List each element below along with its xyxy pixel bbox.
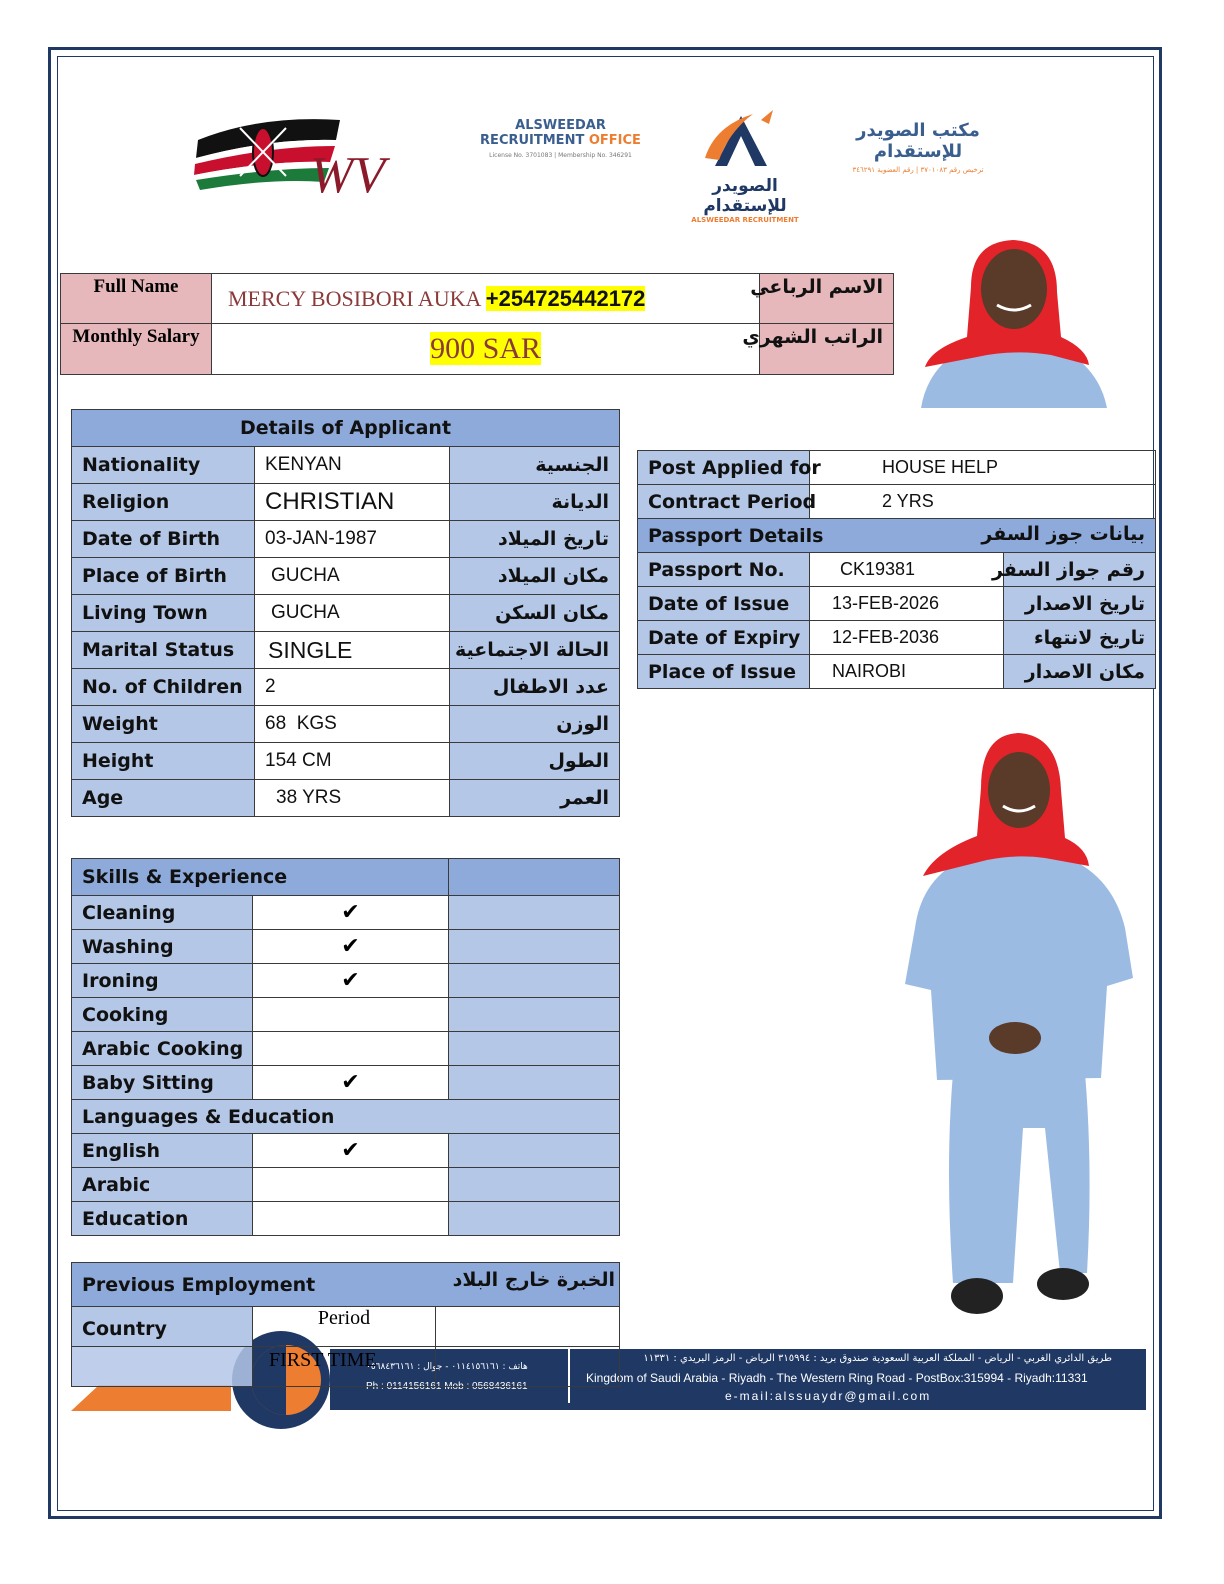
alsweedar-emblem-logo — [675, 108, 815, 224]
country-label: Country — [72, 1307, 253, 1347]
skills-title-blank — [449, 859, 620, 896]
check-icon: ✔ — [253, 964, 449, 998]
details-row — [72, 447, 620, 484]
check-icon — [253, 1202, 449, 1236]
full-name-label: Full Name — [61, 274, 212, 324]
passport-value: 12-FEB-2036 — [810, 621, 1004, 655]
language-row — [72, 1168, 620, 1202]
details-label: Place of Birth — [72, 558, 255, 595]
language-blank — [449, 1202, 620, 1236]
office-name-line2b: OFFICE — [588, 133, 641, 148]
post-passport-table — [637, 450, 1156, 689]
footer-phone-ar: هاتف : ٠١١٤١٥٦١٦١ - جوال : ٠٥٦٨٤٣٦١٦١ — [366, 1362, 528, 1372]
details-row — [72, 632, 620, 669]
passport-title-cell — [638, 519, 1156, 553]
footer-email: e-mail:alssuaydr@gmail.com — [725, 1389, 932, 1403]
post-value: HOUSE HELP — [810, 451, 1156, 485]
passport-title: Passport Details — [648, 524, 824, 547]
employment-blank — [436, 1347, 620, 1387]
details-row — [72, 706, 620, 743]
post-label: Post Applied for — [638, 451, 810, 485]
passport-row — [638, 621, 1156, 655]
passport-label-ar: تاريخ لانتهاء — [1004, 621, 1156, 655]
passport-row — [638, 553, 1156, 587]
details-label-ar: الطول — [450, 743, 620, 780]
check-icon — [253, 1168, 449, 1202]
footer-orange-shape — [71, 1385, 231, 1415]
kenya-flag-logo — [190, 100, 405, 204]
language-label: English — [72, 1134, 253, 1168]
language-label: Arabic — [72, 1168, 253, 1202]
details-value: 03-JAN-1987 — [255, 521, 450, 558]
details-label: Nationality — [72, 447, 255, 484]
details-label: Age — [72, 780, 255, 817]
alsweedar-office-logo — [478, 118, 643, 159]
employment-table — [71, 1262, 620, 1387]
full-name-cell — [212, 274, 760, 324]
kenya-flag-icon — [190, 100, 405, 204]
skill-label: Baby Sitting — [72, 1066, 253, 1100]
passport-label-ar: رقم جواز السفر — [1004, 553, 1156, 587]
skill-blank — [449, 930, 620, 964]
details-label: Marital Status — [72, 632, 255, 669]
language-label: Education — [72, 1202, 253, 1236]
details-title: Details of Applicant — [72, 410, 620, 447]
footer-address-en: Kingdom of Saudi Arabia - Riyadh - The Western Ring Road - PostBox:315994 - Riyadh:11331 — [586, 1371, 1088, 1385]
skill-row — [72, 998, 620, 1032]
letter-a-emblem-icon — [675, 108, 815, 170]
passport-label: Date of Expiry — [638, 621, 810, 655]
details-label: Weight — [72, 706, 255, 743]
details-value: CHRISTIAN — [255, 484, 450, 521]
right-arabic-logo — [828, 120, 1008, 174]
language-row — [72, 1134, 620, 1168]
employment-value: FIRST TIME — [253, 1347, 436, 1387]
skill-label: Cleaning — [72, 896, 253, 930]
full-body-photo — [895, 728, 1140, 1318]
details-value: KENYAN — [255, 447, 450, 484]
employment-title-cell — [72, 1263, 620, 1307]
details-row — [72, 521, 620, 558]
passport-label: Date of Issue — [638, 587, 810, 621]
languages-title: Languages & Education — [72, 1100, 620, 1134]
skills-title: Skills & Experience — [72, 859, 449, 896]
details-label: Living Town — [72, 595, 255, 632]
skill-label: Washing — [72, 930, 253, 964]
footer-address-ar: طريق الدائري الغربي - الرياض - المملكة العربية السعودية صندوق بريد : ٣١٥٩٩٤ الرياض - الرمز البريدي : ١١٣٣١ — [643, 1353, 1112, 1364]
skill-blank — [449, 896, 620, 930]
salary-value: 900 SAR — [430, 332, 541, 365]
details-label: No. of Children — [72, 669, 255, 706]
details-value: GUCHA — [255, 595, 450, 632]
check-icon — [253, 998, 449, 1032]
salary-cell — [212, 324, 760, 375]
details-label-ar: العمر — [450, 780, 620, 817]
skill-row — [72, 1066, 620, 1100]
period-label: Period — [253, 1307, 436, 1347]
details-value: 38 YRS — [255, 780, 450, 817]
passport-row — [638, 655, 1156, 689]
center-logo-english: ALSWEEDAR RECRUITMENT — [691, 216, 799, 224]
skill-row — [72, 964, 620, 998]
portrait-photo — [911, 237, 1115, 408]
language-blank — [449, 1168, 620, 1202]
passport-value: NAIROBI — [810, 655, 1004, 689]
portrait-person-icon — [911, 237, 1115, 408]
details-label-ar: الجنسية — [450, 447, 620, 484]
details-value: 68 KGS — [255, 706, 450, 743]
passport-label: Place of Issue — [638, 655, 810, 689]
check-icon — [253, 1032, 449, 1066]
details-row — [72, 595, 620, 632]
details-row — [72, 484, 620, 521]
skill-label: Cooking — [72, 998, 253, 1032]
skill-blank — [449, 1066, 620, 1100]
details-label: Date of Birth — [72, 521, 255, 558]
language-blank — [449, 1134, 620, 1168]
skill-label: Ironing — [72, 964, 253, 998]
office-name-line2a: RECRUITMENT — [480, 133, 585, 148]
passport-label: Passport No. — [638, 553, 810, 587]
details-table — [71, 409, 620, 817]
passport-value: 13-FEB-2026 — [810, 587, 1004, 621]
full-name-label-ar: الاسم الرباعي — [760, 274, 894, 324]
details-label-ar: مكان الميلاد — [450, 558, 620, 595]
skills-table — [71, 858, 620, 1236]
passport-title-ar: بيانات جوز السفر — [981, 523, 1146, 545]
language-row — [72, 1202, 620, 1236]
office-license: License No. 3701083 | Membership No. 346291 — [489, 152, 632, 159]
details-label-ar: الوزن — [450, 706, 620, 743]
skill-row — [72, 1032, 620, 1066]
passport-label-ar: مكان الاصدار — [1004, 655, 1156, 689]
details-label-ar: عدد الاطفال — [450, 669, 620, 706]
passport-row — [638, 587, 1156, 621]
footer-phone-en: Ph : 0114156161 Mob : 0568436161 — [366, 1381, 528, 1392]
contract-value: 2 YRS — [810, 485, 1156, 519]
office-name-line1: ALSWEEDAR — [515, 118, 606, 133]
employment-title-ar: الخبرة خارج البلاد — [452, 1269, 616, 1291]
details-label-ar: تاريخ الميلاد — [450, 521, 620, 558]
skill-row — [72, 930, 620, 964]
details-label: Height — [72, 743, 255, 780]
contract-label: Contract Period — [638, 485, 810, 519]
details-value: GUCHA — [255, 558, 450, 595]
country-value — [72, 1347, 253, 1387]
skill-blank — [449, 998, 620, 1032]
details-row — [72, 780, 620, 817]
skill-row — [72, 896, 620, 930]
details-value: 2 — [255, 669, 450, 706]
employment-blank — [436, 1307, 620, 1347]
details-label-ar: الحالة الاجتماعية — [450, 632, 620, 669]
skill-label: Arabic Cooking — [72, 1032, 253, 1066]
details-row — [72, 669, 620, 706]
full-body-person-icon — [895, 728, 1140, 1318]
skill-blank — [449, 1032, 620, 1066]
details-label: Religion — [72, 484, 255, 521]
details-value: 154 CM — [255, 743, 450, 780]
right-logo-arabic: مكتب الصويدر للإستقدام — [856, 120, 980, 162]
right-logo-subtext: ترخيص رقم ٣٧٠١٠٨٣ | رقم العضوية ٣٤٦٢٩١ — [852, 166, 984, 174]
salary-label-ar: الراتب الشهري — [760, 324, 894, 375]
full-name-value: MERCY BOSIBORI AUKA — [228, 285, 481, 311]
check-icon: ✔ — [253, 1066, 449, 1100]
details-row — [72, 558, 620, 595]
skill-blank — [449, 964, 620, 998]
phone-number: +254725442172 — [485, 285, 646, 311]
wv-text: WV — [310, 147, 386, 204]
passport-value: CK19381 — [810, 553, 1004, 587]
salary-label: Monthly Salary — [61, 324, 212, 375]
details-label-ar: الديانة — [450, 484, 620, 521]
details-row — [72, 743, 620, 780]
details-value: SINGLE — [255, 632, 450, 669]
header-table — [60, 273, 894, 375]
check-icon: ✔ — [253, 896, 449, 930]
center-logo-arabic: الصويدر للإستقدام — [703, 176, 787, 216]
details-label-ar: مكان السكن — [450, 595, 620, 632]
passport-label-ar: تاريخ الاصدار — [1004, 587, 1156, 621]
check-icon: ✔ — [253, 930, 449, 964]
employment-title: Previous Employment — [82, 1273, 316, 1296]
check-icon: ✔ — [253, 1134, 449, 1168]
